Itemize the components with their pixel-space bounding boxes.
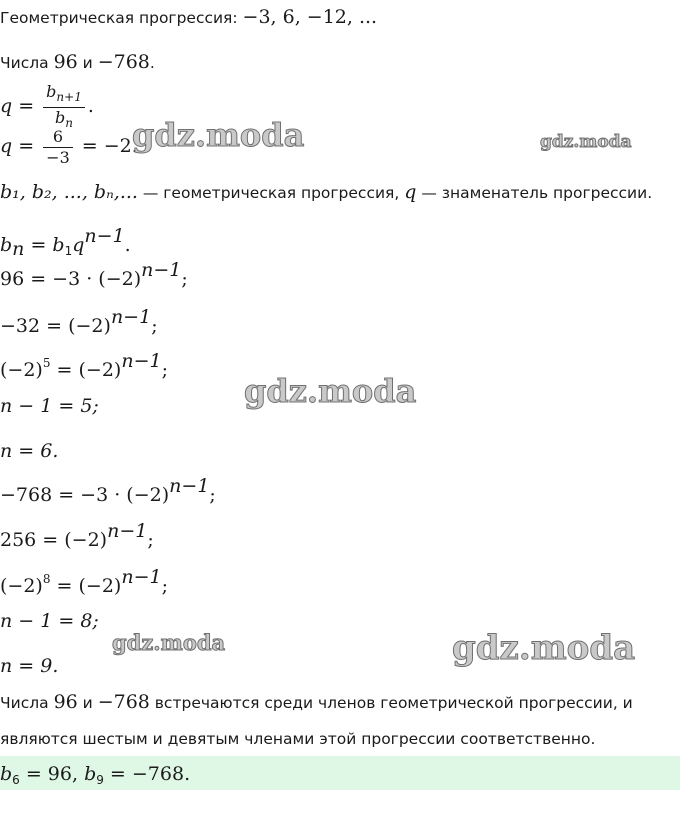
q-calc-fraction: $\frac{6}{-3}$ — [43, 127, 73, 168]
equation-10: n = 9. — [0, 655, 59, 677]
numbers-line: Числа 96 и −768. — [0, 51, 155, 73]
conclusion-line-1: Числа 96 и −768 встречаются среди членов геометрической прогрессии, и — [0, 691, 633, 713]
final-answer: $b_6 = 96$, $b_9 = -768$. — [0, 763, 191, 787]
equation-5: n = 6. — [0, 440, 59, 462]
equation-9: n − 1 = 8; — [0, 610, 99, 632]
watermark: gdz.moda — [132, 116, 305, 154]
q-definition: q = $\frac{b_{n+1}}{b_n}$ . — [0, 82, 94, 133]
conclusion-line-2: являются шестым и девятым членами этой прогрессии соответственно. — [0, 730, 596, 748]
equation-2: $-32 = (-2)^{n-1}$; — [0, 306, 158, 337]
definition-line: b₁, b₂, ..., bₙ,... — геометрическая прогрессия, q — знаменатель прогрессии. — [0, 181, 653, 203]
q-fraction: $\frac{b_{n+1}}{b_n}$ — [43, 82, 85, 133]
watermark: gdz.moda — [244, 372, 417, 410]
intro-sequence: −3, 6, −12, ... — [242, 6, 378, 28]
equation-3: $(-2)^5 = (-2)^{n-1}$; — [0, 350, 168, 381]
general-term-formula: $b_n = b_1q^{n-1}$. — [0, 225, 131, 260]
q-calculation: q = $\frac{6}{-3}$ = −2. — [0, 127, 138, 167]
equation-6: $-768 = -3 \cdot (-2)^{n-1}$; — [0, 475, 216, 506]
watermark: gdz.moda — [112, 630, 226, 655]
equation-1: $96 = -3 \cdot (-2)^{n-1}$; — [0, 259, 188, 290]
watermark: gdz.moda — [452, 628, 636, 668]
equation-7: $256 = (-2)^{n-1}$; — [0, 520, 154, 551]
equation-4: n − 1 = 5; — [0, 395, 99, 417]
equation-8: $(-2)^8 = (-2)^{n-1}$; — [0, 566, 168, 597]
watermark: gdz.moda — [540, 132, 632, 152]
intro-line: Геометрическая прогрессия: −3, 6, −12, ... — [0, 6, 378, 28]
